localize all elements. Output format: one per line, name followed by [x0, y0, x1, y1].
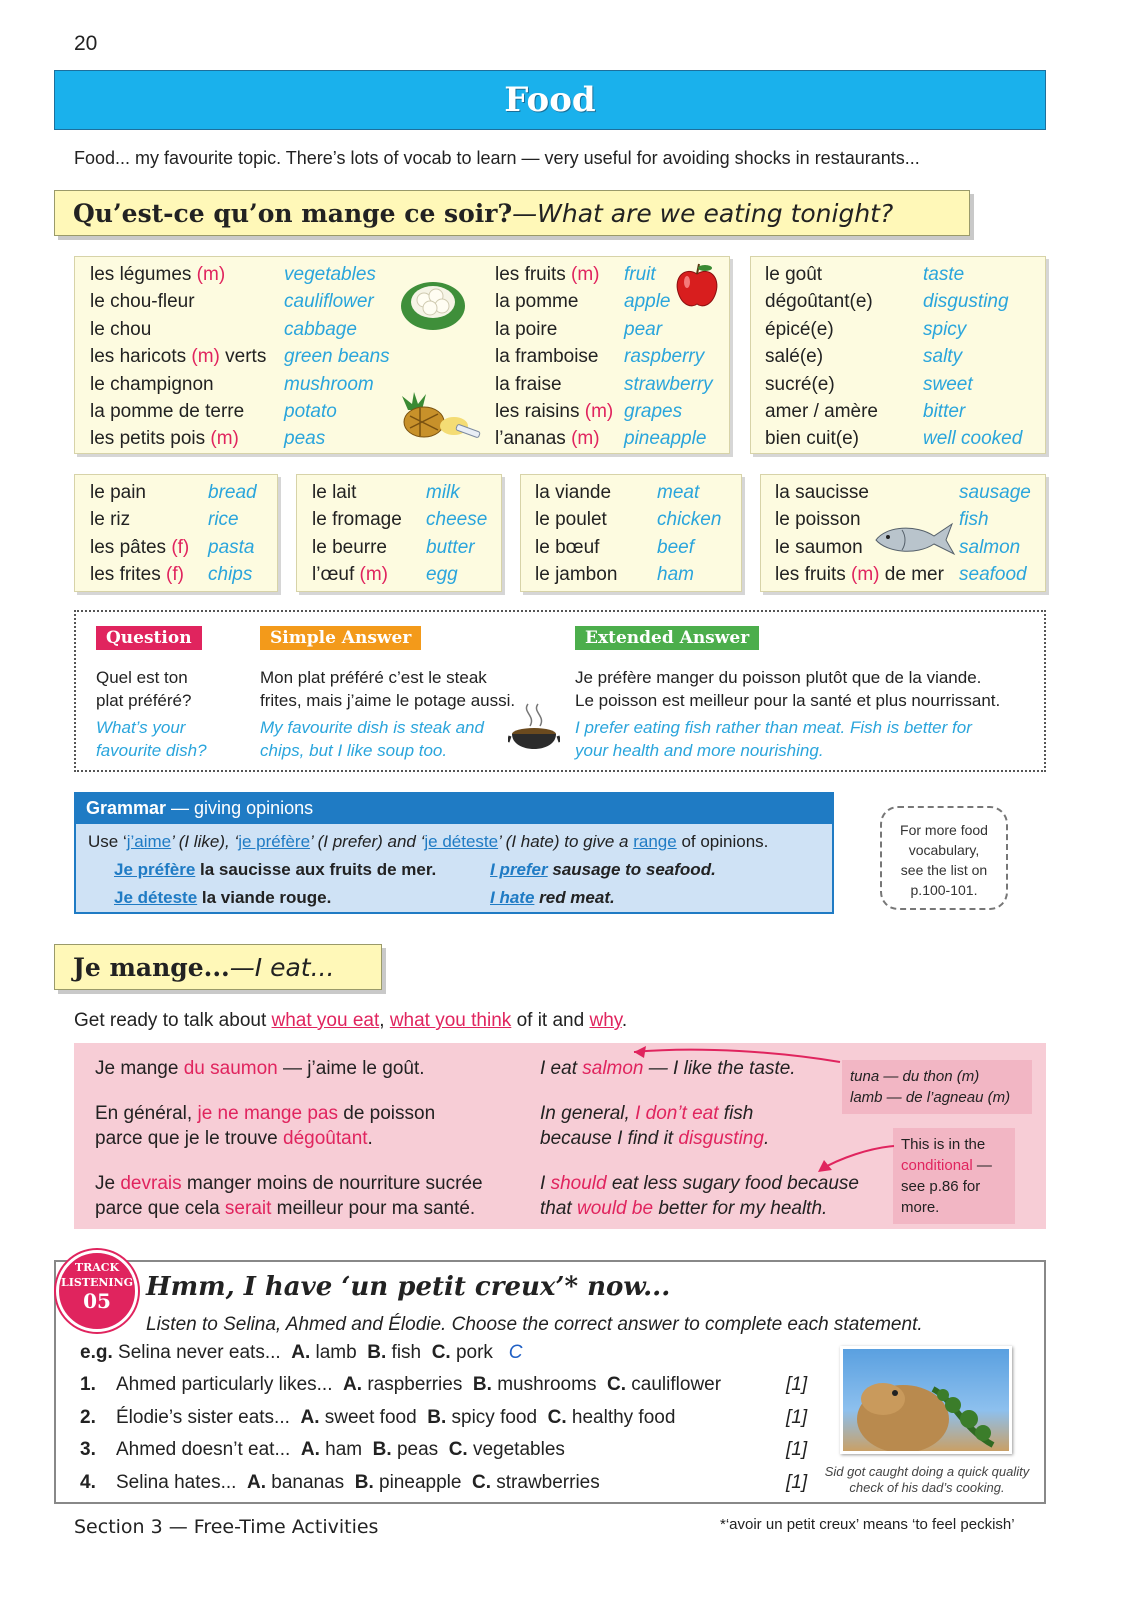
listening-track-badge: TRACK LISTENING 05: [56, 1250, 138, 1332]
vocab-english: chips: [208, 564, 253, 586]
vocab-french: dégoûtant(e): [765, 291, 873, 313]
grammar-rule: Use ‘j’aime’ (I like), ‘je préfère’ (I prefer) and ‘je déteste’ (I hate) to give a range of opinions.: [88, 832, 769, 851]
listening-title: Hmm, I have ‘un petit creux’* now...: [146, 1272, 671, 1302]
heading-french: Je mange...: [73, 952, 230, 982]
fish-icon: [872, 518, 956, 558]
vocab-french: amer / amère: [765, 401, 878, 422]
vocab-english: cauliflower: [284, 291, 374, 313]
question-tag: Question: [96, 626, 202, 650]
vocab-french: le jambon: [535, 564, 618, 586]
vocab-french: la viande: [535, 482, 612, 503]
vocab-english: butter: [426, 536, 475, 558]
heading-sep: —: [512, 198, 538, 228]
vocab-english: fish: [959, 509, 989, 531]
vocab-english: taste: [923, 264, 965, 285]
vocab-french: le poisson: [775, 509, 861, 531]
grammar-header: Grammar — giving opinions: [76, 794, 832, 824]
camel-photo: [840, 1346, 1012, 1454]
vocab-french: épicé(e): [765, 318, 834, 340]
vocab-french: les fruits (m): [495, 264, 600, 285]
extended-answer-english: I prefer eating fish rather than meat. Fish is better for your health and more nourishing.: [575, 718, 972, 760]
vocab-french: le bœuf: [535, 536, 600, 558]
vocab-french: le beurre: [312, 536, 387, 558]
question-marks: [1]: [786, 1406, 808, 1428]
vocab-english: sausage: [959, 482, 1031, 503]
vocab-english: salty: [923, 346, 963, 368]
soup-pot-icon: [508, 700, 560, 758]
vocab-english: seafood: [959, 564, 1027, 586]
intro-text: Food... my favourite topic. There’s lots of vocab to learn — very useful for avoiding shocks in restaurants...: [74, 148, 920, 168]
vocab-french: bien cuit(e): [765, 428, 859, 450]
vocab-reference-stamp: For more food vocabulary, see the list on p.100-101.: [880, 806, 1008, 910]
page-number: 20: [74, 32, 98, 55]
vocab-english: spicy: [923, 318, 967, 340]
vocab-english: salmon: [959, 536, 1021, 558]
vocab-french: le chou-fleur: [90, 291, 195, 313]
vocab-english: grapes: [624, 401, 683, 422]
vocab-french: les haricots (m) verts: [90, 346, 267, 368]
arrow-to-salmon-icon: [620, 1040, 850, 1080]
arrow-to-should-icon: [810, 1140, 900, 1176]
camel-image: [843, 1349, 1012, 1454]
section-heading-i-eat: [54, 944, 382, 990]
vocab-english: cabbage: [284, 318, 357, 340]
vocab-french: le goût: [765, 264, 823, 285]
example-2-english: In general, I don’t eat fish because I find it disgusting.: [540, 1103, 770, 1149]
vocab-english: egg: [426, 564, 458, 586]
simple-answer-english: My favourite dish is steak and chips, but I like soup too.: [260, 718, 484, 760]
vocab-english: milk: [426, 482, 460, 503]
question-french: Quel est ton plat préféré?: [96, 668, 192, 710]
vocab-french: salé(e): [765, 346, 824, 368]
vocab-french: sucré(e): [765, 373, 835, 395]
example-3-english: I should eat less sugary food because that would be better for my health.: [540, 1173, 859, 1219]
question-marks: [1]: [786, 1439, 808, 1460]
vocab-english: bread: [208, 482, 257, 503]
vocab-english: cheese: [426, 509, 488, 531]
get-ready-text: Get ready to talk about what you eat, what you think of it and why.: [74, 1010, 628, 1031]
vocab-french: la saucisse: [775, 482, 869, 503]
title-bar: [54, 70, 1046, 130]
vocab-french: le poulet: [535, 509, 607, 531]
question-item: 2. Élodie’s sister eats... A. sweet food B. spicy food C. healthy food: [80, 1406, 676, 1428]
simple-answer-tag: Simple Answer: [260, 626, 421, 650]
vocab-english: bitter: [923, 401, 966, 422]
page-title: Food: [504, 80, 596, 120]
vocab-english: fruit: [624, 264, 656, 285]
example-2-french: En général, je ne mange pas de poisson parce que je le trouve dégoûtant.: [95, 1103, 436, 1149]
vocab-english: ham: [657, 564, 694, 586]
grammar-example-2-en: I hate red meat.: [490, 888, 615, 907]
extended-answer-french: Je préfère manger du poisson plutôt que de la viande. Le poisson est meilleur pour la santé et plus nourrissant.: [575, 668, 1001, 710]
vocab-english: vegetables: [284, 264, 376, 285]
vocab-english: chicken: [657, 509, 722, 531]
vocab-french: le riz: [90, 509, 131, 531]
vocab-french: les frites (f): [90, 564, 184, 586]
simple-answer-french: Mon plat préféré c’est le steak frites, mais j’aime le potage aussi.: [260, 668, 516, 710]
vocab-french: la pomme de terre: [90, 401, 245, 422]
photo-caption: Sid got caught doing a quick quality check of his dad’s cooking.: [824, 1464, 1030, 1495]
vocab-english: potato: [284, 401, 337, 422]
tuna-lamb-note: tuna — du thon (m) lamb — de l’agneau (m): [842, 1060, 1032, 1114]
vocab-english: pasta: [208, 536, 255, 558]
example-3-french: Je devrais manger moins de nourriture sucrée parce que cela serait meilleur pour ma santé.: [95, 1173, 483, 1219]
vocab-french: le chou: [90, 318, 152, 340]
vocab-french: les petits pois (m): [90, 428, 239, 450]
vocab-french: les fruits (m) de mer: [775, 564, 944, 586]
extended-answer-tag: Extended Answer: [575, 626, 759, 650]
question-marks: [1]: [786, 1374, 808, 1395]
vocab-french: le pain: [90, 482, 146, 503]
vocab-french: les raisins (m): [495, 401, 614, 422]
grammar-box: [74, 792, 834, 914]
vocab-french: l’œuf (m): [312, 564, 388, 586]
listening-example: e.g. Selina never eats... A. lamb B. fish C. pork C: [80, 1342, 523, 1363]
vocab-english: green beans: [284, 346, 390, 368]
cauliflower-icon: [398, 274, 468, 334]
question-item: 4. Selina hates... A. bananas B. pineapple C. strawberries: [80, 1471, 600, 1493]
vocab-english: sweet: [923, 373, 973, 395]
vocab-french: les pâtes (f): [90, 536, 190, 558]
heading-english: I eat...: [254, 952, 335, 982]
vocab-english: well cooked: [923, 428, 1023, 450]
heading-french: Qu’est-ce qu’on mange ce soir?: [73, 198, 513, 228]
vocab-french: le lait: [312, 482, 357, 503]
pineapple-icon: [398, 390, 482, 442]
vocab-english: mushroom: [284, 373, 374, 395]
vocab-french: la pomme: [495, 291, 579, 313]
grammar-example-2-fr: Je déteste la viande rouge.: [114, 888, 332, 907]
vocab-english: peas: [284, 428, 326, 450]
vocab-english: apple: [624, 291, 671, 313]
example-1-french: Je mange du saumon — j’aime le goût.: [95, 1058, 425, 1079]
vocab-english: beef: [657, 536, 694, 558]
example-1-english: I eat salmon — I like the taste.: [540, 1058, 796, 1079]
heading-english: What are we eating tonight?: [537, 198, 894, 228]
vocab-french: la framboise: [495, 346, 599, 368]
heading-sep: —: [229, 952, 255, 982]
question-item: 1. Ahmed particularly likes... A. raspberries B. mushrooms C. cauliflower: [80, 1374, 722, 1395]
vocab-english: pineapple: [624, 428, 707, 450]
listening-instruction: Listen to Selina, Ahmed and Élodie. Choose the correct answer to complete each statement.: [146, 1314, 923, 1335]
vocab-french: les légumes (m): [90, 264, 226, 285]
vocab-english: raspberry: [624, 346, 705, 368]
vocab-french: le fromage: [312, 509, 402, 531]
vocab-french: l’ananas (m): [495, 428, 600, 450]
vocab-french: le saumon: [775, 536, 863, 558]
footer-footnote: *‘avoir un petit creux’ means ‘to feel peckish’: [720, 1516, 1015, 1533]
vocab-english: rice: [208, 509, 239, 531]
vocab-french: la fraise: [495, 373, 562, 395]
vocab-french: le champignon: [90, 373, 214, 395]
conditional-note: This is in the conditional — see p.86 for more.: [893, 1128, 1015, 1224]
question-english: What’s your favourite dish?: [96, 718, 207, 760]
question-marks: [1]: [786, 1471, 808, 1493]
question-item: 3. Ahmed doesn’t eat... A. ham B. peas C. vegetables: [80, 1439, 565, 1460]
vocab-french: la poire: [495, 318, 558, 340]
vocab-english: strawberry: [624, 373, 713, 395]
apple-icon: [672, 262, 722, 310]
vocab-english: meat: [657, 482, 700, 503]
grammar-example-1-en: I prefer sausage to seafood.: [490, 860, 716, 879]
footer-section: Section 3 — Free-Time Activities: [74, 1516, 379, 1538]
grammar-example-1-fr: Je préfère la saucisse aux fruits de mer.: [114, 860, 437, 879]
vocab-english: disgusting: [923, 291, 1009, 313]
section-heading-tonight: [54, 190, 970, 236]
vocab-english: pear: [624, 318, 663, 340]
